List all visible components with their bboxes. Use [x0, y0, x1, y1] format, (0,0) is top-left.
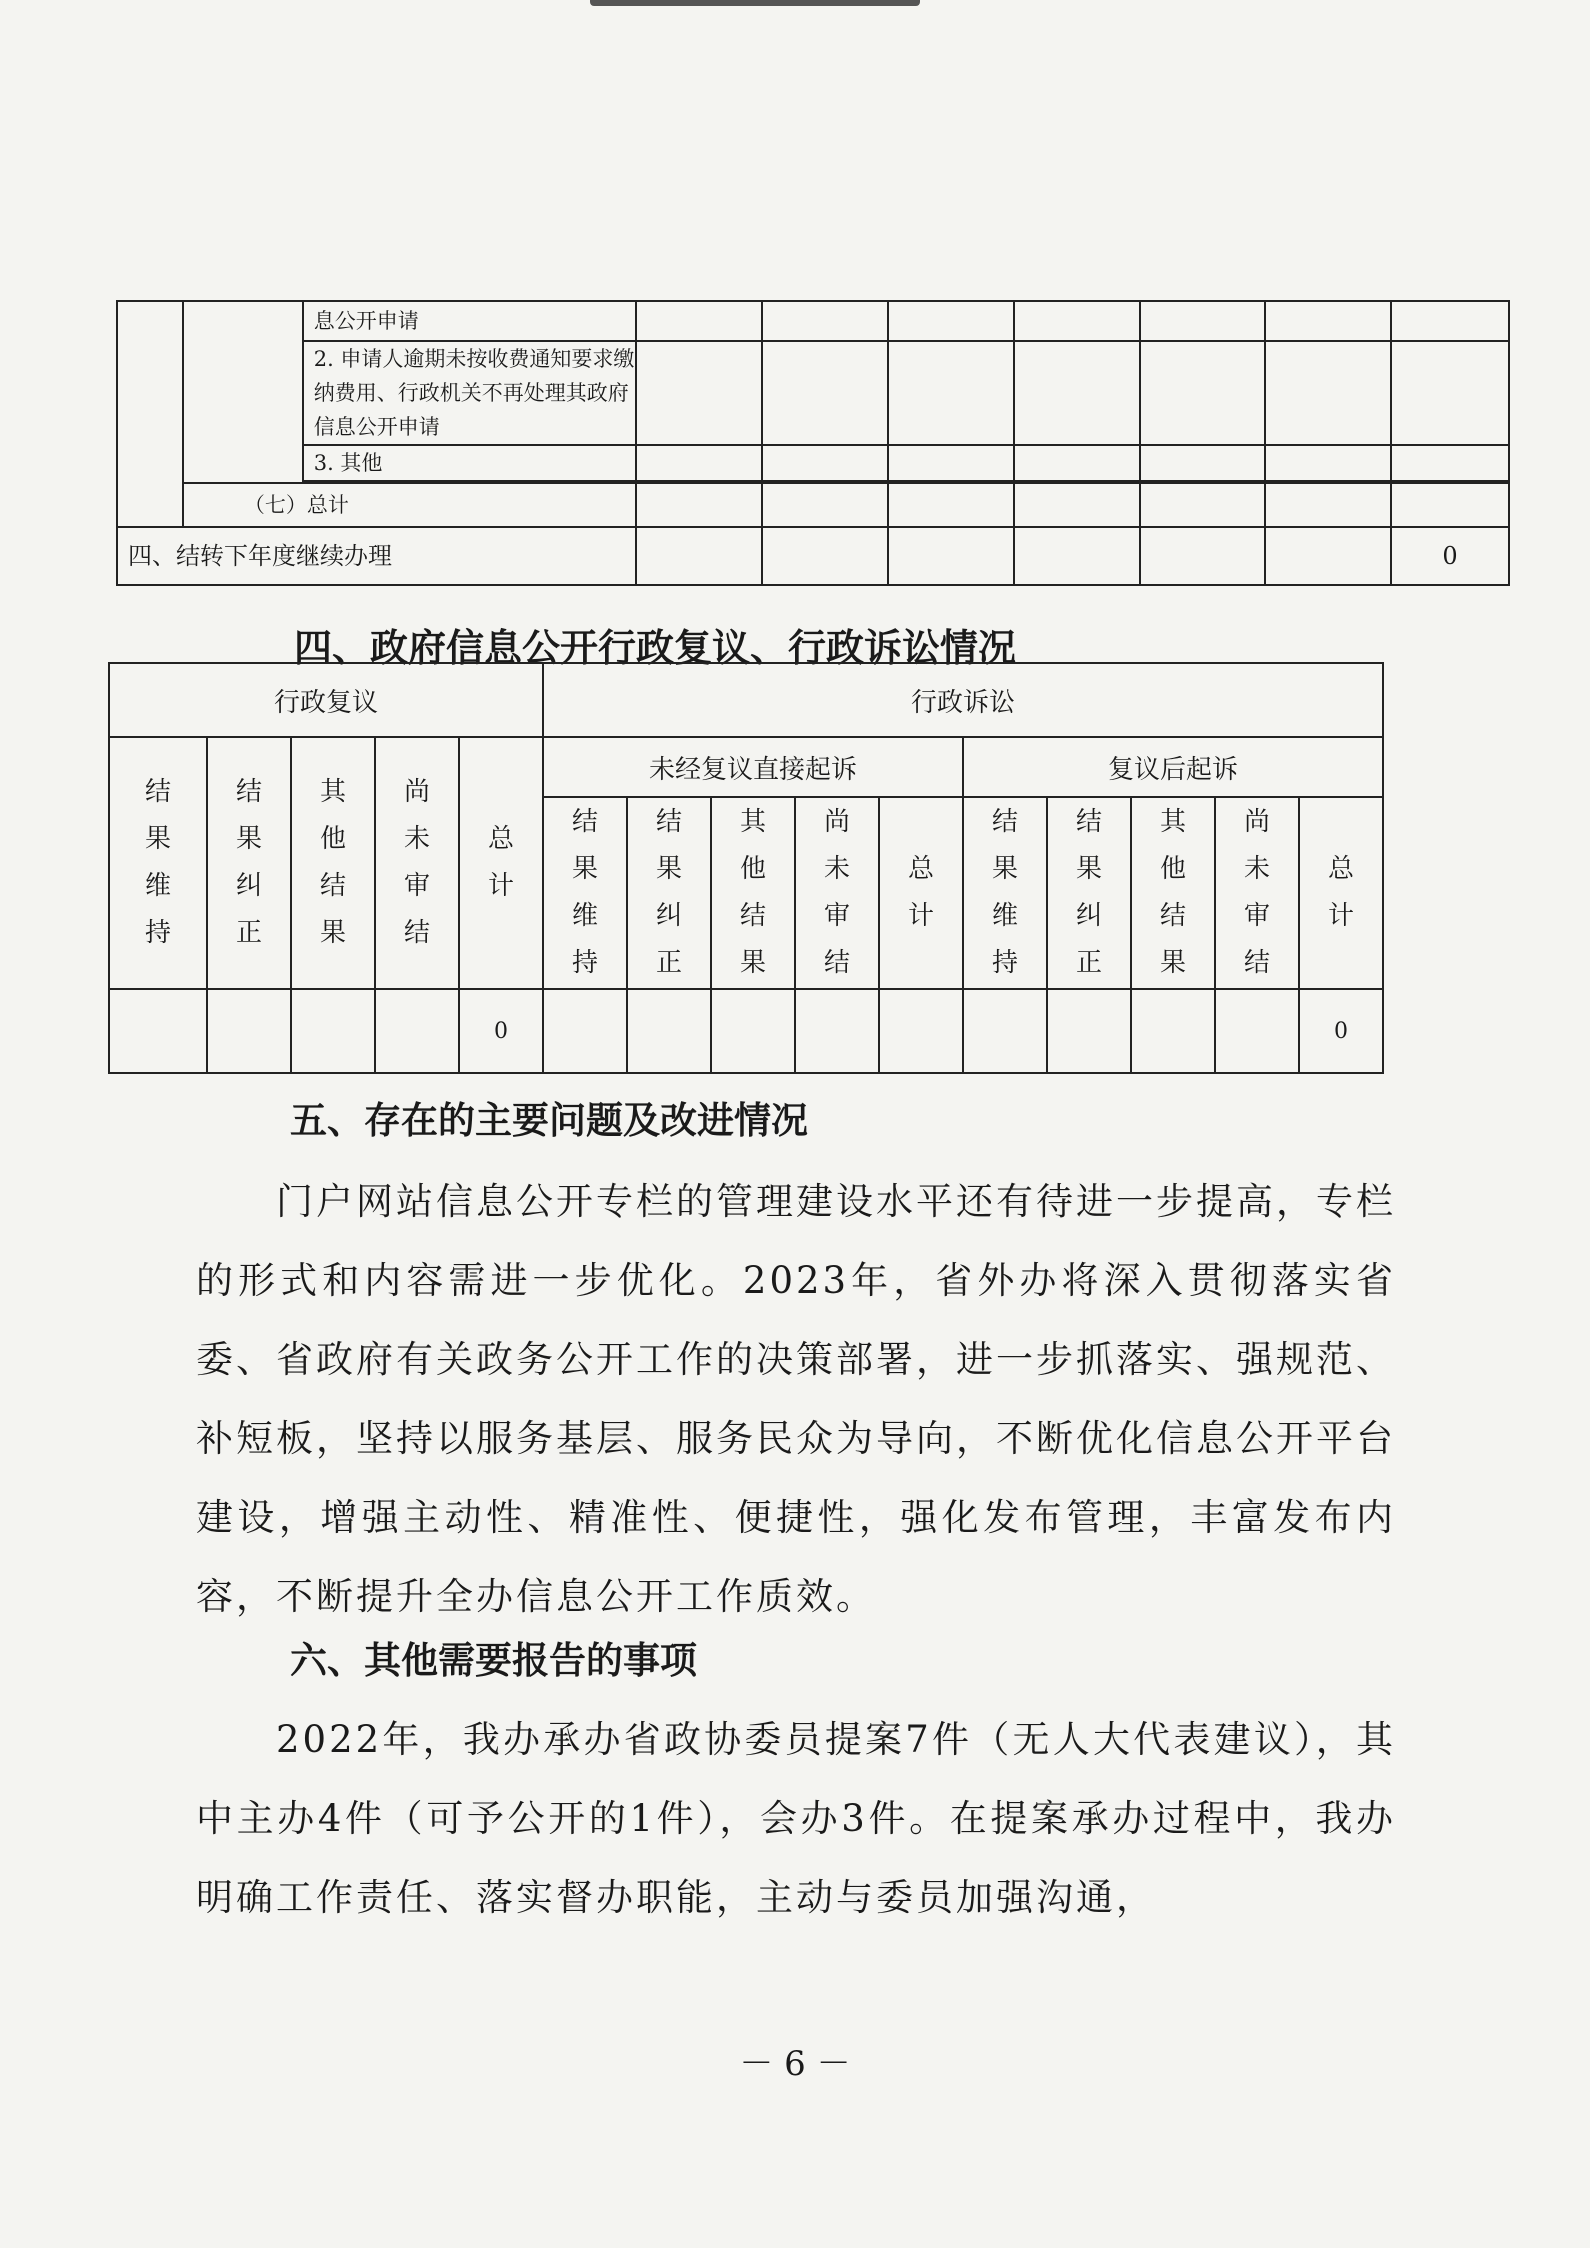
- cell: [636, 483, 762, 527]
- cell: [1391, 341, 1509, 445]
- after-col-corrected: 结 果 纠 正: [1047, 797, 1131, 989]
- cell: [1014, 527, 1140, 585]
- row-c-label: 3. 其他: [303, 445, 637, 481]
- cell: [1047, 989, 1131, 1073]
- cell: [1014, 301, 1140, 341]
- cell: [1391, 483, 1509, 527]
- review-total-value: 0: [459, 989, 543, 1073]
- cell: [888, 301, 1014, 341]
- direct-col-other: 其 他 结 果: [711, 797, 795, 989]
- cell: [1215, 989, 1299, 1073]
- cell: [636, 301, 762, 341]
- cell: [1265, 301, 1391, 341]
- direct-col-corrected: 结 果 纠 正: [627, 797, 711, 989]
- review-header: 行政复议: [109, 663, 543, 737]
- cell: [1265, 527, 1391, 585]
- cell: [291, 989, 375, 1073]
- after-col-pending: 尚 未 审 结: [1215, 797, 1299, 989]
- cell: [879, 989, 963, 1073]
- outer-category-cell: [117, 301, 183, 527]
- cell: [888, 527, 1014, 585]
- carry-over-value: 0: [1391, 527, 1509, 585]
- after-col-maintained: 结 果 维 持: [963, 797, 1047, 989]
- direct-col-pending: 尚 未 审 结: [795, 797, 879, 989]
- cell: [888, 445, 1014, 481]
- cell: [1140, 483, 1266, 527]
- cell: [543, 989, 627, 1073]
- direct-col-total: 总 计: [879, 797, 963, 989]
- cell: [1014, 341, 1140, 445]
- request-handling-table-continued: [116, 300, 1510, 586]
- after-review-suit-header: 复议后起诉: [963, 737, 1383, 797]
- litigation-total-value: 0: [1299, 989, 1383, 1073]
- cell: [1391, 301, 1509, 341]
- cell: [888, 483, 1014, 527]
- cell: [762, 445, 888, 481]
- cell: [762, 301, 888, 341]
- litigation-header: 行政诉讼: [543, 663, 1383, 737]
- cell: [375, 989, 459, 1073]
- cell: [762, 527, 888, 585]
- cell: [636, 341, 762, 445]
- review-col-maintained: 结 果 维 持: [109, 737, 207, 989]
- cell: [711, 989, 795, 1073]
- cell: [1140, 301, 1266, 341]
- inner-category-cell: [183, 301, 303, 483]
- cell: [636, 527, 762, 585]
- cell: [1265, 445, 1391, 481]
- total-row-label: （七）总计: [183, 483, 636, 527]
- cell: [1131, 989, 1215, 1073]
- cell: [109, 989, 207, 1073]
- cell: [1265, 341, 1391, 445]
- cell: [207, 989, 291, 1073]
- after-col-total: 总 计: [1299, 797, 1383, 989]
- cell: [762, 483, 888, 527]
- carry-over-label: 四、结转下年度继续办理: [117, 527, 636, 585]
- cell: [888, 341, 1014, 445]
- scan-top-mark: [590, 0, 920, 6]
- review-col-other: 其 他 结 果: [291, 737, 375, 989]
- cell: [762, 341, 888, 445]
- review-col-total: 总 计: [459, 737, 543, 989]
- section-5-body: 门户网站信息公开专栏的管理建设水平还有待进一步提高，专栏的形式和内容需进一步优化。2023年，省外办将深入贯彻落实省委、省政府有关政务公开工作的决策部署，进一步抓落实、强规范、补短板，坚持以服务基层、服务民众为导向，不断优化信息公开平台建设，增强主动性、精准性、便捷性，强化发布管理，丰富发布内容，不断提升全办信息公开工作质效。: [196, 1180, 1396, 1618]
- review-col-pending: 尚 未 审 结: [375, 737, 459, 989]
- cell: [1140, 527, 1266, 585]
- after-col-other: 其 他 结 果: [1131, 797, 1215, 989]
- cell: [1265, 483, 1391, 527]
- cell: [636, 445, 762, 481]
- cell: [1391, 445, 1509, 481]
- section-5-heading: 五、存在的主要问题及改进情况: [290, 1099, 808, 1142]
- direct-col-maintained: 结 果 维 持: [543, 797, 627, 989]
- cell: [1014, 483, 1140, 527]
- cell: [963, 989, 1047, 1073]
- review-litigation-table: [108, 662, 1384, 1074]
- cell: [1140, 341, 1266, 445]
- page-number: － 6 －: [739, 2044, 851, 2084]
- row-b-label: 2. 申请人逾期未按收费通知要求缴纳费用、行政机关不再处理其政府信息公开申请: [303, 341, 637, 445]
- section-4-heading: 四、政府信息公开行政复议、行政诉讼情况: [294, 626, 1017, 670]
- direct-suit-header: 未经复议直接起诉: [543, 737, 963, 797]
- section-6-body: 2022年，我办承办省政协委员提案7件（无人大代表建议），其中主办4件（可予公开的1件），会办3件。在提案承办过程中，我办明确工作责任、落实督办职能，主动与委员加强沟通，: [196, 1718, 1396, 1919]
- row-a-label: 息公开申请: [303, 301, 637, 341]
- cell: [1140, 445, 1266, 481]
- cell: [1014, 445, 1140, 481]
- section-6-heading: 六、其他需要报告的事项: [290, 1639, 697, 1682]
- review-col-corrected: 结 果 纠 正: [207, 737, 291, 989]
- cell: [627, 989, 711, 1073]
- cell: [795, 989, 879, 1073]
